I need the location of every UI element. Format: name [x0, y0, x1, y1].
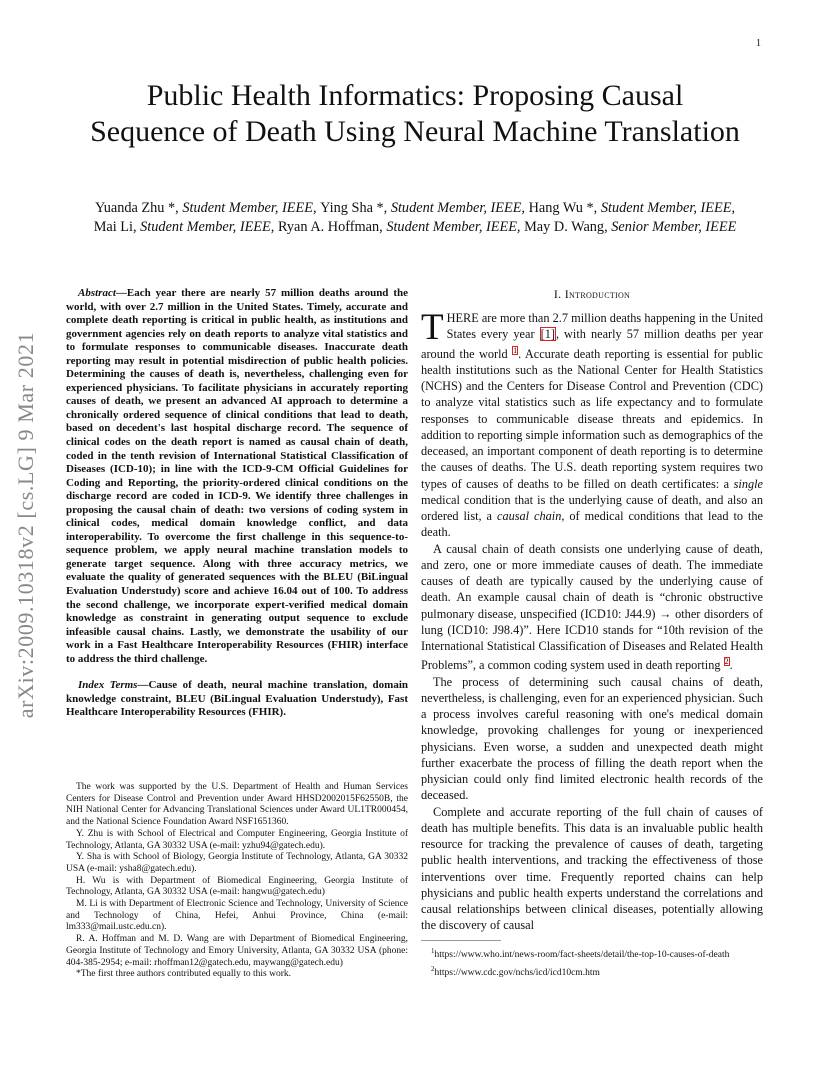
footnote-link[interactable]: 2	[724, 657, 729, 667]
index-terms-text: —Cause of death, neural machine translation, domain knowledge constraint, BLEU (BiLingual Evaluation Understudy), Fast Healthcare Interoperability Resources (FHIR).	[66, 679, 408, 719]
index-terms	[66, 679, 408, 720]
section-heading	[421, 287, 763, 302]
section-number: I.	[553, 287, 562, 301]
footnote-divider	[421, 940, 501, 941]
drop-cap: T	[421, 307, 444, 348]
footnote-mark: 1	[431, 947, 435, 955]
intro-text: medical condition that is the underlying cause of death, and also an ordered list, a	[421, 492, 763, 524]
introduction-body	[421, 307, 764, 934]
paper-title: Public Health Informatics: Proposing Causal Sequence of Death Using Neural Machine Translation	[90, 79, 740, 148]
footnote-link[interactable]: 1	[513, 345, 518, 355]
affiliation-note: M. Li is with Department of Electronic Science and Technology, University of Science and Technology of China, Hefei, Anhui Province, China (e-mail: lm333@mail.ustc.edu.cn).	[66, 899, 408, 933]
intro-paragraph-3: The process of determining such causal chains of death, nevertheless, is challenging, even for an experienced physician. Such a process involves careful reasoning with one's medical domain knowledge, provoking challenges for young or inexperienced physicians. Even worse, a sudden and unexpected death might further exacerbate the process of filling the death report when the physician could only find limited electronic health records of the deceased.	[421, 674, 763, 803]
intro-paragraph-2	[421, 541, 763, 674]
intro-text: HERE are more than 2.7 million deaths happening in the United States every year	[446, 311, 763, 342]
author-membership: Student Member, IEEE,	[140, 219, 278, 235]
emphasis-text: causal chain	[496, 509, 562, 524]
author-line-2	[55, 218, 775, 237]
author-membership: Senior Member, IEEE	[611, 219, 737, 235]
affiliation-note: R. A. Hoffman and M. D. Wang are with Department of Biomedical Engineering, Georgia Institute of Technology and Emory University, Atlanta, GA 30332 USA (phone: 404-385-2954; e-mail: rhoffman12@gatech.edu, maywang@gatech.edu)	[66, 934, 408, 968]
footnote-mark: 2	[431, 964, 435, 973]
affiliation-footnotes	[66, 782, 408, 981]
author-membership: Student Member, IEEE,	[386, 219, 525, 235]
author-membership: Student Member, IEEE,	[390, 200, 529, 216]
right-column	[421, 287, 763, 934]
footnote-url[interactable]: https://www.who.int/news-room/fact-sheets/detail/the-top-10-causes-of-death	[434, 950, 730, 961]
section-title: Introduction	[564, 287, 631, 301]
intro-text: . Accurate death reporting is essential for public health institutions such as the National Center for Health Statistics (NCHS) and the Centers for Disease Control and Prevention (CDC) to analyze vital statistics such as life expectancy and to formulate responses to communicable disease threats and epidemics. In addition to reporting simple information such as demographics of the deceased, an important component of death reporting is to determine the causes of deaths. The U.S. death reporting system requires two types of causes of deaths to be filled on death certificates: a	[421, 346, 763, 491]
funding-note: The work was supported by the U.S. Department of Health and Human Services Centers for Disease Control and Prevention under Award HHSD2002015F62550B, the NIH National Center for Advancing Translational Sciences under Award UL1TR000454, and the National Science Foundation Award NSF1651360.	[66, 782, 408, 828]
intro-text: , of medical conditions that lead to the death.	[421, 509, 764, 540]
intro-text: .	[729, 658, 733, 673]
intro-paragraph-4: Complete and accurate reporting of the full chain of causes of death has multiple benefits. This data is an invaluable public health resource for tracking the prevalence of causes of death, targeting public health interventions, and tracking the effectiveness of those interventions over time. Frequently reported chains can help physicians and public health experts understand the correlations and causal relationships between clinical diseases, potentially allowing the discovery of causal	[421, 804, 763, 933]
author-name: Yuanda Zhu *,	[94, 200, 183, 216]
page-number: 1	[756, 38, 761, 49]
footnote-2	[421, 964, 763, 980]
abstract-text: —Each year there are nearly 57 million deaths around the world, with over 2.7 million in the United States. Timely, accurate and complete death reporting is critical in public health, as institutions and government agencies rely on death reports to analyze vital statistics and to formulate responses to communicable diseases. Inaccurate death reporting may result in potential misdirection of public health policies. Determining the causes of death is, nevertheless, challenging even for experienced physicians. To facilitate physicians in accurately reporting causes of death, we present an advanced AI approach to determine a chronically ordered sequence of clinical conditions that lead to death, based on decedent's last hospital discharge record. The sequence of clinical codes on the death report is named as causal chain of death, coded in the tenth revision of International Statistical Classification of Diseases (ICD-10); in line with the ICD-9-CM Official Guidelines for Coding and Reporting, the priority-ordered clinical conditions on the discharge record are coded in ICD-9. We identify three challenges in proposing the causal chain of death: two versions of coding system in clinical codes, medical domain knowledge conflict, and data interoperability. To overcome the first challenge in this sequence-to-sequence problem, we apply neural machine translation models to generate target sequence. Along with three accuracy metrics, we evaluate the quality of generated sequences with the BLEU (BiLingual Evaluation Understudy) score and achieve 16.04 out of 100. To address the second challenge, we incorporate expert-verified medical domain knowledge as constraint in generating output sequence to exclude infeasible causal chains. Lastly, we demonstrate the usability of our work in a Fast Healthcare Interoperability Resources (FHIR) interface to address the third challenge.	[66, 287, 408, 665]
arxiv-stamp	[6, 290, 46, 760]
affiliation-note: H. Wu is with Department of Biomedical Engineering, Georgia Institute of Technology, Atlanta, GA 30332 USA (e-mail: hangwu@gatech.edu)	[66, 875, 408, 898]
left-column	[66, 287, 408, 720]
author-list	[55, 199, 775, 237]
author-name: Ryan A. Hoffman,	[277, 219, 387, 235]
author-membership: Student Member, IEEE,	[182, 200, 321, 216]
url-footnotes	[421, 946, 763, 982]
index-terms-label: Index Terms	[78, 679, 138, 692]
intro-paragraph-1	[421, 307, 764, 541]
emphasis-text: single	[733, 476, 763, 491]
author-name: Ying Sha *,	[320, 200, 391, 216]
footnote-1	[421, 946, 763, 962]
citation-link[interactable]: [1]	[540, 327, 555, 342]
abstract	[66, 287, 408, 666]
affiliation-note: Y. Zhu is with School of Electrical and Computer Engineering, Georgia Institute of Technology, Atlanta, GA 30332 USA (e-mail: yzhu94@gatech.edu).	[66, 828, 408, 851]
equal-contribution-note: *The first three authors contributed equally to this work.	[76, 969, 292, 980]
intro-text: , with nearly 57 million deaths per year around the world	[421, 327, 763, 361]
affiliation-note: Y. Sha is with School of Biology, Georgia Institute of Technology, Atlanta, GA 30332 USA (e-mail: ysha8@gatech.edu).	[66, 852, 408, 874]
author-name: Mai Li,	[93, 219, 141, 235]
author-membership: Student Member, IEEE,	[600, 200, 736, 216]
arxiv-stamp-text: arXiv:2009.10318v2 [cs.LG] 9 Mar 2021	[13, 331, 38, 719]
footnote-url[interactable]: https://www.cdc.gov/nchs/icd/icd10cm.htm	[434, 968, 600, 979]
intro-text: A causal chain of death consists one underlying cause of death, and zero, one or more immediate causes of death. The immediate causes of death are typically caused by the underlying cause of death. An example causal chain of death is “chronic obstructive pulmonary disease, unspecified (ICD10: J44.9) → other disorders of lung (ICD10: J98.4)”. Here ICD10 stands for “10th revision of the International Statistical Classification of Diseases and Related Health Problems”, a common coding system used in death reporting	[421, 541, 763, 673]
author-name: May D. Wang,	[524, 219, 612, 235]
author-name: Hang Wu *,	[528, 200, 601, 216]
author-line-1	[55, 199, 775, 218]
abstract-label: Abstract	[78, 287, 116, 299]
